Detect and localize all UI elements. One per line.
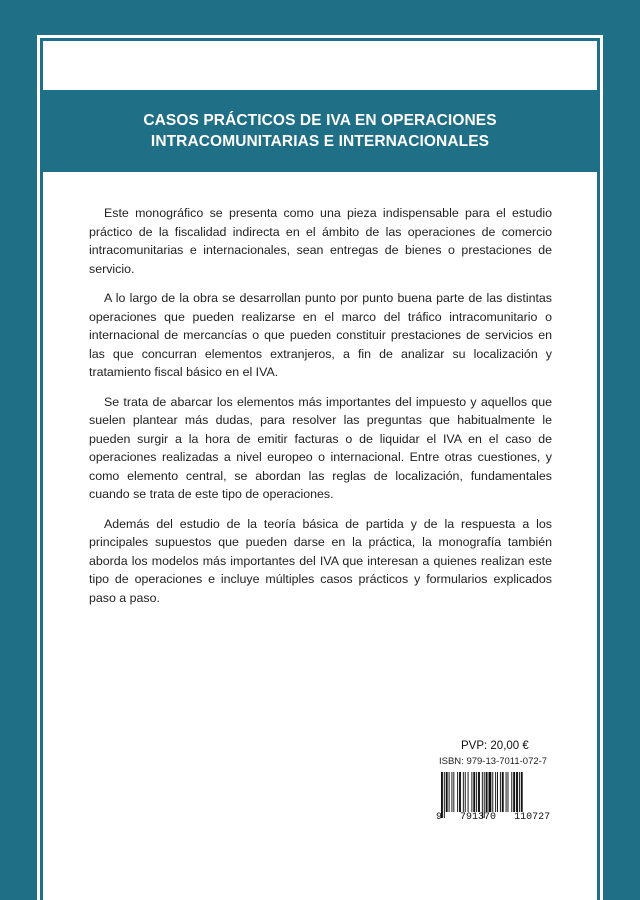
- synopsis-paragraph-1: Este monográfico se presenta como una pieza indispensable para el estudio práctico de la fiscalidad indirecta en el ámbito de las operaciones de comercio intracomunitarias e internacionales, sean entregas de bienes o prestaciones de servicio.: [89, 206, 552, 276]
- barcode-bar: [521, 772, 523, 812]
- title-line-2: INTRACOMUNITARIAS E INTERNACIONALES: [150, 133, 490, 150]
- barcode-bar: [449, 772, 450, 812]
- barcode-bar: [492, 772, 493, 812]
- top-white-band: [43, 41, 597, 90]
- barcode-lead-digit: 9: [436, 812, 443, 823]
- synopsis-paragraph-4: Además del estudio de la teoría básica de partida y de la respuesta a los principales supuestos que pueden darse en la práctica, la monografía también aborda los modelos más importantes del IVA que interesan a quienes realizan este tipo de operaciones e incluye múltiples casos prácticos y formularios explicados paso a paso.: [89, 516, 552, 605]
- barcode-bar: [500, 772, 501, 812]
- barcode-bar: [513, 772, 515, 812]
- barcode-bar: [468, 772, 469, 812]
- barcode-bar: [457, 772, 458, 812]
- barcode-bar: [471, 772, 472, 812]
- barcode-bar: [465, 772, 466, 812]
- synopsis-panel: [43, 172, 597, 900]
- isbn-label: ISBN: 979-13-7011-072-7: [439, 756, 548, 767]
- title-line-1: CASOS PRÁCTICOS DE IVA EN OPERACIONES: [143, 112, 497, 129]
- barcode-right-digits: 110727: [514, 812, 551, 823]
- barcode-bar: [506, 772, 507, 812]
- barcode-digits: [436, 812, 556, 823]
- barcode-bar: [511, 772, 512, 812]
- barcode-bar: [463, 772, 464, 812]
- barcode-bar: [451, 772, 452, 812]
- barcode-bar: [486, 772, 488, 812]
- barcode-bar: [519, 772, 520, 812]
- barcode-bar: [495, 772, 496, 812]
- barcode-bar: [516, 772, 518, 812]
- price-label: PVP: 20,00 €: [461, 740, 529, 752]
- barcode-bar: [497, 772, 498, 812]
- barcode-bar: [478, 772, 480, 812]
- barcode-bar: [476, 772, 477, 812]
- book-title: [43, 110, 597, 152]
- synopsis-paragraph-2: A lo largo de la obra se desarrollan punto por punto buena parte de las distintas operaciones que pueden realizarse en el marco del tráfico intracomunitario o internacional de mercancías o que pueden constituir prestaciones de servicios en las que concurran elementos extranjeros, a fin de analizar su localización y tratamiento fiscal básico en el IVA.: [89, 291, 552, 379]
- synopsis-text: [89, 204, 552, 618]
- barcode-bar: [446, 772, 448, 812]
- barcode-bar: [459, 772, 461, 812]
- barcode-bar: [502, 772, 504, 812]
- barcode-bar: [473, 772, 475, 812]
- barcode-bar: [453, 772, 454, 812]
- barcode-bar: [489, 772, 492, 812]
- barcode-bar: [508, 772, 509, 812]
- barcode-left-digits: 791370: [460, 812, 497, 823]
- synopsis-paragraph-3: Se trata de abarcar los elementos más importantes del impuesto y aquellos que suelen plantear más dudas, para resolver las preguntas que habitualmente le pueden surgir a la hora de emitir facturas o de liquidar el IVA en el caso de operaciones realizadas a nivel europeo o internacional. Entre otras cuestiones, y como elemento central, se abordan las reglas de localización, fundamentales cuando se trata de este tipo de operaciones.: [89, 394, 552, 501]
